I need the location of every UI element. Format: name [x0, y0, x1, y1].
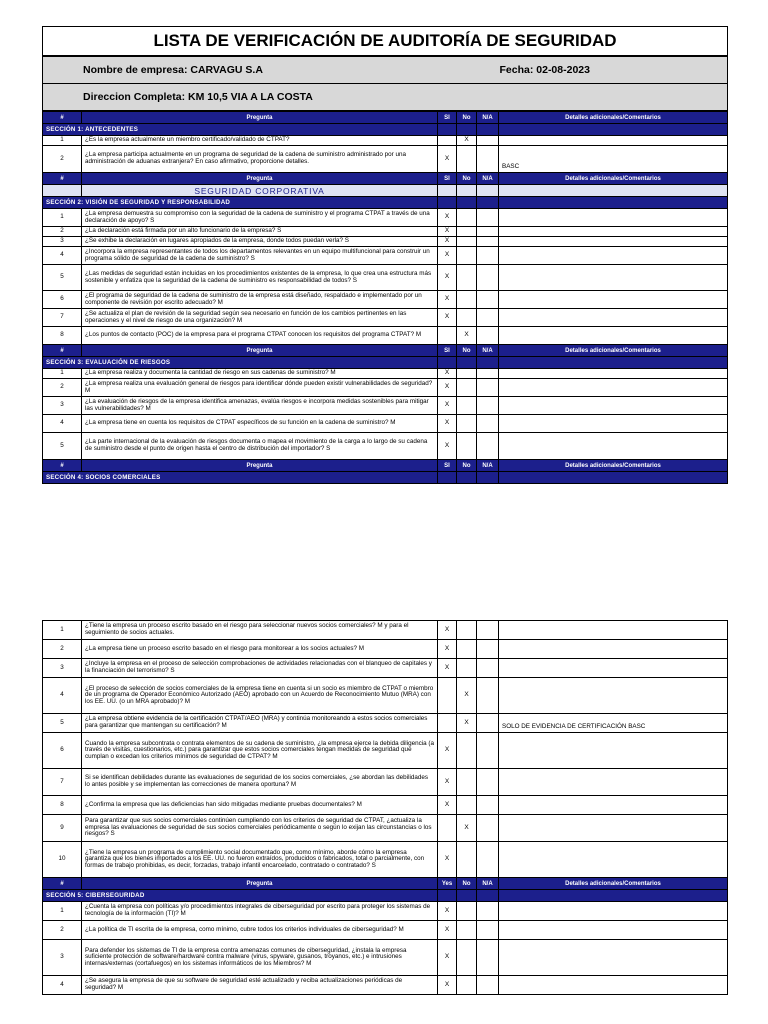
answer-na — [477, 678, 499, 714]
answer-si: X — [438, 309, 457, 327]
answer-na — [477, 265, 499, 291]
question-row — [43, 237, 728, 247]
question-row — [43, 209, 728, 227]
column-header-no: No — [457, 112, 477, 124]
question-number: 6 — [43, 291, 82, 309]
question-comment — [499, 379, 728, 397]
subsection-blank-cell — [43, 185, 82, 197]
answer-na — [477, 327, 499, 345]
column-header-si: SI — [438, 112, 457, 124]
question-comment — [499, 369, 728, 379]
column-header-no: No — [457, 878, 477, 890]
answer-si: X — [438, 659, 457, 678]
column-header-number: # — [43, 112, 82, 124]
column-header-comments: Detalles adicionales/Comentarios — [499, 878, 728, 890]
section-blank-cell — [457, 890, 477, 902]
section-blank-cell — [438, 890, 457, 902]
question-row — [43, 415, 728, 433]
column-header-question: Pregunta — [82, 878, 438, 890]
answer-no: X — [457, 815, 477, 842]
column-header-na: N/A — [477, 112, 499, 124]
answer-na — [477, 369, 499, 379]
question-number: 2 — [43, 146, 82, 173]
question-row — [43, 769, 728, 796]
answer-na — [477, 433, 499, 460]
audit-date: Fecha: 02-08-2023 — [463, 57, 728, 84]
column-header-na: N/A — [477, 460, 499, 472]
answer-no — [457, 369, 477, 379]
question-text: ¿La empresa demuestra su compromiso con la seguridad de la cadena de suministro y el programa CTPAT a través de una declaración de apoyo? S — [82, 209, 438, 227]
question-row — [43, 433, 728, 460]
column-header-comments: Detalles adicionales/Comentarios — [499, 112, 728, 124]
answer-na — [477, 769, 499, 796]
answer-si: X — [438, 209, 457, 227]
question-row — [43, 796, 728, 815]
question-comment — [499, 921, 728, 940]
question-number: 3 — [43, 237, 82, 247]
question-row — [43, 265, 728, 291]
answer-si: X — [438, 842, 457, 878]
question-number: 3 — [43, 940, 82, 976]
column-header-row — [43, 878, 728, 890]
question-text: ¿La empresa realiza y documenta la cantidad de riesgo en sus cadenas de suministro? M — [82, 369, 438, 379]
question-number: 5 — [43, 714, 82, 733]
column-header-na: N/A — [477, 878, 499, 890]
column-header-question: Pregunta — [82, 460, 438, 472]
question-row — [43, 714, 728, 733]
question-text: ¿La empresa obtiene evidencia de la certificación CTPAT/AEO (MRA) y continúa monitoreando a estos socios comerciales para garantizar que mantengan su certificación? M — [82, 714, 438, 733]
answer-no — [457, 265, 477, 291]
question-number: 1 — [43, 209, 82, 227]
column-header-comments: Detalles adicionales/Comentarios — [499, 460, 728, 472]
answer-si — [438, 327, 457, 345]
section-blank-cell — [457, 357, 477, 369]
answer-si: X — [438, 291, 457, 309]
question-row — [43, 379, 728, 397]
section-title-row — [43, 357, 728, 369]
column-header-question: Pregunta — [82, 173, 438, 185]
answer-si: X — [438, 940, 457, 976]
answer-na — [477, 291, 499, 309]
question-text: ¿Tiene la empresa un programa de cumplimiento social documentado que, como mínimo, aborde cómo la empresa garantiza que los bienes importados a los EE. UU. no fueron extraídos, producidos o fabricados, total o parcialmente, con formas de trabajo prohibidas, es decir, forzadas, trabajo infantil encarcelado, contratado o contratado? S — [82, 842, 438, 878]
answer-na — [477, 796, 499, 815]
subsection-blank-cell — [438, 185, 457, 197]
answer-no — [457, 397, 477, 415]
question-number: 1 — [43, 902, 82, 921]
question-row — [43, 815, 728, 842]
column-header-si: SI — [438, 173, 457, 185]
answer-no — [457, 146, 477, 173]
section-title-row — [43, 890, 728, 902]
answer-na — [477, 397, 499, 415]
answer-si: X — [438, 433, 457, 460]
answer-no: X — [457, 327, 477, 345]
question-comment — [499, 815, 728, 842]
question-text: ¿La empresa tiene en cuenta los requisitos de CTPAT específicos de su función en la cadena de suministro? M — [82, 415, 438, 433]
answer-si: X — [438, 247, 457, 265]
question-comment — [499, 237, 728, 247]
column-header-row — [43, 112, 728, 124]
question-row — [43, 640, 728, 659]
column-header-comments: Detalles adicionales/Comentarios — [499, 173, 728, 185]
answer-no — [457, 902, 477, 921]
answer-si: X — [438, 265, 457, 291]
section-blank-cell — [499, 472, 728, 484]
answer-si: X — [438, 769, 457, 796]
answer-no — [457, 976, 477, 995]
question-comment — [499, 309, 728, 327]
question-number: 2 — [43, 379, 82, 397]
audit-header-table — [42, 26, 728, 56]
column-header-no: No — [457, 173, 477, 185]
document-title: LISTA DE VERIFICACIÓN DE AUDITORÍA DE SEGURIDAD — [43, 27, 728, 56]
answer-no — [457, 621, 477, 640]
answer-no — [457, 379, 477, 397]
question-number: 7 — [43, 309, 82, 327]
answer-no — [457, 796, 477, 815]
answer-si — [438, 136, 457, 146]
answer-no — [457, 842, 477, 878]
answer-si: X — [438, 902, 457, 921]
answer-no — [457, 733, 477, 769]
section-title-row — [43, 124, 728, 136]
question-text: ¿Incorpora la empresa representantes de todos los departamentos relevantes en un equipo multifuncional para construir un programa sólido de seguridad de la cadena de suministro? S — [82, 247, 438, 265]
answer-na — [477, 621, 499, 640]
question-row — [43, 921, 728, 940]
question-text: ¿La empresa tiene un proceso escrito basado en el riesgo para monitorear a los socios actuales? M — [82, 640, 438, 659]
answer-si — [438, 815, 457, 842]
section-blank-cell — [499, 197, 728, 209]
answer-na — [477, 379, 499, 397]
question-text: ¿La empresa realiza una evaluación general de riesgos para identificar dónde pueden existir vulnerabilidades de seguridad? M — [82, 379, 438, 397]
question-number: 6 — [43, 733, 82, 769]
section-blank-cell — [499, 357, 728, 369]
answer-na — [477, 247, 499, 265]
question-text: ¿Tiene la empresa un proceso escrito basado en el riesgo para seleccionar nuevos socios comerciales? M y para el seguimiento de socios actuales. — [82, 621, 438, 640]
question-row — [43, 902, 728, 921]
section-blank-cell — [499, 890, 728, 902]
answer-na — [477, 309, 499, 327]
question-number: 5 — [43, 433, 82, 460]
question-comment — [499, 678, 728, 714]
question-comment — [499, 796, 728, 815]
question-number: 7 — [43, 769, 82, 796]
answer-na — [477, 902, 499, 921]
question-row — [43, 842, 728, 878]
column-header-si: Yes — [438, 878, 457, 890]
question-row — [43, 146, 728, 173]
answer-na — [477, 209, 499, 227]
question-comment — [499, 415, 728, 433]
question-row — [43, 227, 728, 237]
answer-si — [438, 678, 457, 714]
company-address: Direccion Completa: KM 10,5 VIA A LA COSTA — [43, 84, 728, 111]
answer-na — [477, 237, 499, 247]
section-title: SECCIÓN 2: VISIÓN DE SEGURIDAD Y RESPONSABILIDAD — [43, 197, 438, 209]
section-blank-cell — [457, 197, 477, 209]
answer-no — [457, 227, 477, 237]
answer-no — [457, 209, 477, 227]
answer-no: X — [457, 678, 477, 714]
question-number: 3 — [43, 397, 82, 415]
section-blank-cell — [457, 472, 477, 484]
section-blank-cell — [438, 472, 457, 484]
question-row — [43, 976, 728, 995]
question-text: ¿Se actualiza el plan de revisión de la seguridad según sea necesario en función de los cambios pertinentes en las operaciones y el nivel de riesgo de una organización? M — [82, 309, 438, 327]
question-text: ¿La empresa participa actualmente en un programa de seguridad de la cadena de suministro administrado por una administración de aduanas extranjera? En caso afirmativo, proporcione detalles. — [82, 146, 438, 173]
answer-no — [457, 769, 477, 796]
answer-si: X — [438, 733, 457, 769]
answer-no: X — [457, 714, 477, 733]
question-text: Para garantizar que sus socios comerciales continúen cumpliendo con los criterios de seguridad de CTPAT, ¿actualiza la empresa las evaluaciones de seguridad de sus socios comerciales periódicamente o según lo exijan las circunstancias o los riesgos? S — [82, 815, 438, 842]
answer-na — [477, 640, 499, 659]
question-row — [43, 678, 728, 714]
question-comment — [499, 397, 728, 415]
section-title: SECCIÓN 1: ANTECEDENTES — [43, 124, 438, 136]
column-header-number: # — [43, 345, 82, 357]
answer-no — [457, 247, 477, 265]
column-header-question: Pregunta — [82, 112, 438, 124]
subsection-blank-cell — [477, 185, 499, 197]
answer-si: X — [438, 146, 457, 173]
question-text: ¿Cuenta la empresa con políticas y/o procedimientos integrales de ciberseguridad por escrito para proteger los sistemas de tecnología de la información (TI)? M — [82, 902, 438, 921]
section-title-row — [43, 197, 728, 209]
question-row — [43, 291, 728, 309]
answer-na — [477, 921, 499, 940]
answer-no — [457, 237, 477, 247]
question-text: ¿Es la empresa actualmente un miembro certificado/validado de CTPAT? — [82, 136, 438, 146]
question-comment — [499, 621, 728, 640]
answer-no — [457, 640, 477, 659]
question-comment — [499, 902, 728, 921]
section-blank-cell — [477, 197, 499, 209]
question-row — [43, 733, 728, 769]
answer-no — [457, 659, 477, 678]
answer-si: X — [438, 640, 457, 659]
question-comment — [499, 265, 728, 291]
answer-no — [457, 940, 477, 976]
question-number: 1 — [43, 621, 82, 640]
column-header-number: # — [43, 878, 82, 890]
answer-si: X — [438, 796, 457, 815]
answer-si: X — [438, 369, 457, 379]
column-header-na: N/A — [477, 173, 499, 185]
question-text: Para defender los sistemas de TI de la empresa contra amenazas comunes de ciberseguridad, ¿instala la empresa suficiente protección de software/hardware contra malware (virus, spyware, gusanos, troyanos, etc.) e intrusiones internas/externas (cortafuegos) en los sistemas informáticos de los Miembros? M — [82, 940, 438, 976]
question-text: ¿Las medidas de seguridad están incluidas en los procedimientos existentes de la empresa, lo que crea una estructura más sostenible y enfatiza que la seguridad de la cadena de suministro es responsabilidad de todos? S — [82, 265, 438, 291]
answer-na — [477, 136, 499, 146]
question-text: ¿La política de TI escrita de la empresa, como mínimo, cubre todos los criterios individuales de ciberseguridad? M — [82, 921, 438, 940]
answer-si: X — [438, 397, 457, 415]
question-number: 4 — [43, 247, 82, 265]
answer-si: X — [438, 921, 457, 940]
question-text: ¿La evaluación de riesgos de la empresa identifica amenazas, evalúa riesgos e incorpora medidas sostenibles para mitigar las vulnerabilidades? M — [82, 397, 438, 415]
subsection-title: SEGURIDAD CORPORATIVA — [82, 185, 438, 197]
section-blank-cell — [438, 124, 457, 136]
question-comment — [499, 842, 728, 878]
question-comment — [499, 291, 728, 309]
section-blank-cell — [457, 124, 477, 136]
question-row — [43, 327, 728, 345]
question-number: 2 — [43, 640, 82, 659]
column-header-comments: Detalles adicionales/Comentarios — [499, 345, 728, 357]
question-number: 4 — [43, 976, 82, 995]
section-blank-cell — [499, 124, 728, 136]
question-comment — [499, 209, 728, 227]
question-text: ¿La parte internacional de la evaluación de riesgos documenta o mapea el movimiento de la carga a lo largo de su cadena de suministro desde el punto de origen hasta el centro de distribución del importador? S — [82, 433, 438, 460]
checklist-table-page-2 — [42, 620, 728, 995]
answer-na — [477, 415, 499, 433]
column-header-row — [43, 345, 728, 357]
answer-no — [457, 433, 477, 460]
column-header-no: No — [457, 460, 477, 472]
answer-na — [477, 714, 499, 733]
question-text: ¿La declaración está firmada por un alto funcionario de la empresa? S — [82, 227, 438, 237]
section-title-row — [43, 472, 728, 484]
question-number: 1 — [43, 136, 82, 146]
question-comment — [499, 247, 728, 265]
answer-si: X — [438, 227, 457, 237]
question-comment — [499, 327, 728, 345]
section-blank-cell — [438, 197, 457, 209]
question-text: ¿Los puntos de contacto (POC) de la empresa para el programa CTPAT conocen los requisitos del programa CTPAT? M — [82, 327, 438, 345]
answer-no — [457, 921, 477, 940]
question-text: ¿Confirma la empresa que las deficiencias han sido mitigadas mediante pruebas documentales? M — [82, 796, 438, 815]
question-row — [43, 369, 728, 379]
answer-na — [477, 976, 499, 995]
question-row — [43, 659, 728, 678]
column-header-no: No — [457, 345, 477, 357]
question-text: Cuando la empresa subcontrata o contrata elementos de su cadena de suministro, ¿la empresa ejerce la debida diligencia (a través de visitas, cuestionarios, etc.) para garantizar que estos socios comerciales tengan medidas de seguridad que cumplan o excedan los criterios mínimos de seguridad de CTPAT? M — [82, 733, 438, 769]
question-comment: BASC — [499, 146, 728, 173]
question-number: 5 — [43, 265, 82, 291]
section-title: SECCIÓN 5: CIBERSEGURIDAD — [43, 890, 438, 902]
question-text: Si se identifican debilidades durante las evaluaciones de seguridad de los socios comerciales, ¿se abordan las debilidades lo antes posible y se implementan las correcciones de manera oportuna? M — [82, 769, 438, 796]
column-header-number: # — [43, 173, 82, 185]
question-number: 4 — [43, 678, 82, 714]
question-text: ¿El proceso de selección de socios comerciales de la empresa tiene en cuenta si un socio es miembro de CTPAT o miembro de un programa de Operador Económico Autorizado (AEO) aprobado con un Acuerdo de Reconocimiento Mutuo (MRA) con los EE. UU. (o un MRA aprobado)? M — [82, 678, 438, 714]
answer-na — [477, 815, 499, 842]
question-comment — [499, 659, 728, 678]
question-comment — [499, 769, 728, 796]
answer-no — [457, 309, 477, 327]
question-comment — [499, 433, 728, 460]
section-blank-cell — [477, 357, 499, 369]
answer-no: X — [457, 136, 477, 146]
column-header-si: SI — [438, 460, 457, 472]
question-row — [43, 621, 728, 640]
question-number: 3 — [43, 659, 82, 678]
question-comment — [499, 976, 728, 995]
question-number: 2 — [43, 921, 82, 940]
question-row — [43, 940, 728, 976]
question-text: ¿Se asegura la empresa de que su software de seguridad esté actualizado y reciba actualizaciones periódicas de seguridad? M — [82, 976, 438, 995]
answer-no — [457, 415, 477, 433]
answer-no — [457, 291, 477, 309]
column-header-row — [43, 460, 728, 472]
answer-si: X — [438, 621, 457, 640]
answer-na — [477, 940, 499, 976]
section-blank-cell — [477, 124, 499, 136]
checklist-table-page-1 — [42, 111, 728, 484]
answer-na — [477, 146, 499, 173]
section-title: SECCIÓN 3: EVALUACIÓN DE RIESGOS — [43, 357, 438, 369]
subsection-blank-cell — [499, 185, 728, 197]
company-name: Nombre de empresa: CARVAGU S.A — [43, 57, 463, 84]
audit-sheet-page-2 — [42, 620, 727, 995]
question-row — [43, 397, 728, 415]
question-comment — [499, 640, 728, 659]
subsection-blank-cell — [457, 185, 477, 197]
column-header-na: N/A — [477, 345, 499, 357]
column-header-row — [43, 173, 728, 185]
question-number: 9 — [43, 815, 82, 842]
question-comment — [499, 136, 728, 146]
answer-na — [477, 659, 499, 678]
question-text: ¿Se exhibe la declaración en lugares apropiados de la empresa, donde todos puedan verla? S — [82, 237, 438, 247]
answer-na — [477, 842, 499, 878]
company-info-table — [42, 56, 728, 111]
column-header-si: SI — [438, 345, 457, 357]
question-comment — [499, 733, 728, 769]
question-number: 10 — [43, 842, 82, 878]
section-blank-cell — [477, 472, 499, 484]
answer-si: X — [438, 379, 457, 397]
answer-na — [477, 227, 499, 237]
question-number: 2 — [43, 227, 82, 237]
question-number: 4 — [43, 415, 82, 433]
answer-si: X — [438, 237, 457, 247]
column-header-number: # — [43, 460, 82, 472]
answer-si: X — [438, 976, 457, 995]
subsection-title-row — [43, 185, 728, 197]
audit-sheet-page-1 — [42, 26, 727, 484]
question-text: ¿Incluye la empresa en el proceso de selección comprobaciones de actividades relacionadas con el blanqueo de capitales y la financiación del terrorismo? S — [82, 659, 438, 678]
question-row — [43, 136, 728, 146]
answer-si: X — [438, 415, 457, 433]
question-row — [43, 247, 728, 265]
answer-na — [477, 733, 499, 769]
column-header-question: Pregunta — [82, 345, 438, 357]
question-comment: SOLO DE EVIDENCIA DE CERTIFICACIÓN BASC — [499, 714, 728, 733]
section-blank-cell — [477, 890, 499, 902]
question-number: 8 — [43, 796, 82, 815]
section-blank-cell — [438, 357, 457, 369]
section-title: SECCIÓN 4: SOCIOS COMERCIALES — [43, 472, 438, 484]
answer-si — [438, 714, 457, 733]
question-row — [43, 309, 728, 327]
question-number: 1 — [43, 369, 82, 379]
question-comment — [499, 227, 728, 237]
question-number: 8 — [43, 327, 82, 345]
question-text: ¿El programa de seguridad de la cadena de suministro de la empresa está diseñado, respaldado e implementado por un componente de revisión por escrito adecuado? M — [82, 291, 438, 309]
question-comment — [499, 940, 728, 976]
